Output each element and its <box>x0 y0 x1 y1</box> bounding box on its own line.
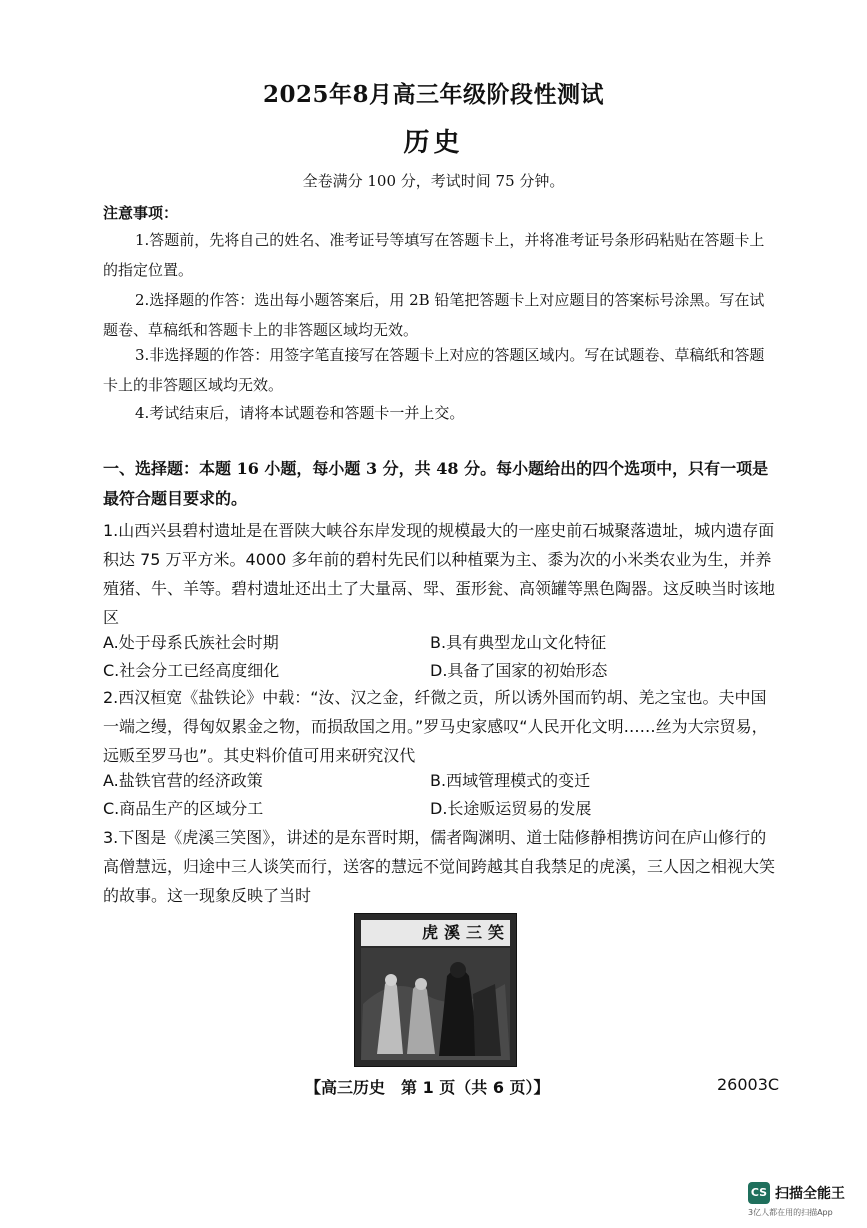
notice-item-2: 2.选择题的作答：选出每小题答案后，用 2B 铅笔把答题卡上对应题目的答案标号涂黑。写在试题卷、草稿纸和答题卡上的非答题区域均无效。 <box>103 291 765 339</box>
section-heading: 一、选择题：本题 16 小题，每小题 3 分，共 48 分。每小题给出的四个选项中，只有一项是最符合题目要求的。 <box>103 459 769 508</box>
exam-meta: 全卷满分 100 分，考试时间 75 分钟。 <box>302 172 565 190</box>
q1-option-a: A.处于母系氏族社会时期 <box>103 633 279 652</box>
notice-item-3: 3.非选择题的作答：用签字笔直接写在答题卡上对应的答题区域内。写在试题卷、草稿纸和答题卡上的非答题区域均无效。 <box>103 346 765 394</box>
question-1-stem: 1.山西兴县碧村遗址是在晋陕大峡谷东岸发现的规模最大的一座史前石城聚落遗址，城内遗存面积达 75 万平方米。4000 多年前的碧村先民们以种植粟为主、黍为次的小米类农业为生，并养殖猪、牛、羊等。碧村遗址还出土了大量鬲、斝、蛋形瓮、高领罐等黑色陶器。这反映当时该地区 <box>103 521 776 627</box>
q1-option-b: B.具有典型龙山文化特征 <box>430 633 607 652</box>
painting-caption: 虎溪三笑 <box>361 920 510 946</box>
scanner-app-name: 扫描全能王 <box>775 1186 845 1202</box>
subject-title: 历史 <box>403 128 464 158</box>
q1-option-d: D.具备了国家的初始形态 <box>430 661 608 680</box>
page-footer: 【高三历史 第 1 页（共 6 页）】 <box>305 1078 550 1097</box>
cs-logo-icon: CS <box>748 1182 770 1204</box>
question-2-stem: 2.西汉桓宽《盐铁论》中载：“汝、汉之金，纤微之贡，所以诱外国而钓胡、羌之宝也。夫中国一端之缦，得匈奴累金之物，而损敌国之用。”罗马史家感叹“人民开化文明……丝为大宗贸易，远贩至罗马也”。其史料价值可用来研究汉代 <box>103 688 768 765</box>
q2-option-a: A.盐铁官营的经济政策 <box>103 771 263 790</box>
scanner-tagline: 3亿人都在用的扫描App <box>748 1208 833 1217</box>
q1-option-c: C.社会分工已经高度细化 <box>103 661 280 680</box>
scanner-watermark <box>748 1182 845 1204</box>
paper-code: 26003C <box>717 1075 780 1094</box>
q2-option-c: C.商品生产的区域分工 <box>103 799 264 818</box>
painting-figures-icon <box>355 914 516 1066</box>
q2-option-b: B.西域管理模式的变迁 <box>430 771 591 790</box>
exam-title: 2025年8月高三年级阶段性测试 <box>262 81 605 108</box>
q2-option-d: D.长途贩运贸易的发展 <box>430 799 592 818</box>
question-3-stem: 3.下图是《虎溪三笑图》，讲述的是东晋时期，儒者陶渊明、道士陆修静相携访问在庐山修行的高僧慧远，归途中三人谈笑而行，送客的慧远不觉间跨越其自我禁足的虎溪，三人因之相视大笑的故事。这一现象反映了当时 <box>103 828 776 905</box>
notice-item-1: 1.答题前，先将自己的姓名、准考证号等填写在答题卡上，并将准考证号条形码粘贴在答题卡上的指定位置。 <box>103 231 765 279</box>
tiger-creek-painting <box>354 913 517 1067</box>
notice-item-4: 4.考试结束后，请将本试题卷和答题卡一并上交。 <box>135 404 465 422</box>
notice-heading: 注意事项： <box>103 204 179 222</box>
